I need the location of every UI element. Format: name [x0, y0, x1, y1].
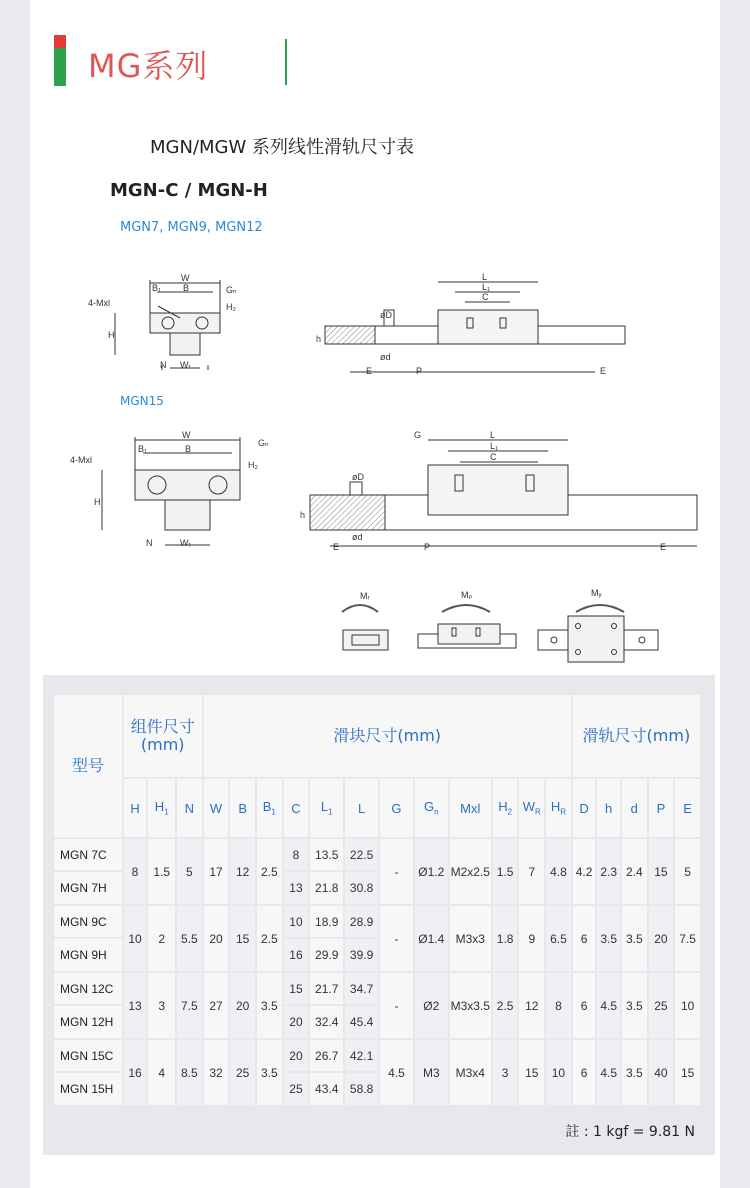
cell-d: 2.4 [622, 839, 649, 906]
cell-e: 15 [675, 1040, 702, 1107]
doc-title: MGN/MGW 系列线性滑轨尺寸表 [150, 137, 415, 158]
cell-b: 12 [230, 839, 257, 906]
dim-WR-2: Wᵣ [180, 538, 191, 548]
col-header-p: P [649, 779, 676, 839]
cell-l1: 13.5 [310, 839, 345, 872]
cell-e: 10 [675, 973, 702, 1040]
moment-diagram-mr [342, 605, 388, 650]
cell-p: 20 [649, 906, 676, 973]
cell-l: 22.5 [345, 839, 380, 872]
cell-d: 3.5 [622, 1040, 649, 1107]
cell-l1: 32.4 [310, 1006, 345, 1040]
cell-d: 6 [573, 906, 598, 973]
cell-l1: 43.4 [310, 1073, 345, 1107]
doc-subtitle: MGN-C / MGN-H [110, 180, 268, 201]
dim-H2-2: H₂ [248, 460, 258, 470]
col-header-g: G [380, 779, 415, 839]
cell-c: 10 [284, 906, 311, 939]
cell-e: 5 [675, 839, 702, 906]
cell-p: 40 [649, 1040, 676, 1107]
cell-gn: Ø1.4 [415, 906, 450, 973]
dim-N-2: N [146, 538, 153, 548]
dim-H2-1: H₂ [226, 302, 236, 312]
cell-hr: 4.8 [546, 839, 573, 906]
cell-mxl: M3x3 [450, 906, 493, 973]
cell-mxl: M2x2.5 [450, 839, 493, 906]
cell-hr: 6.5 [546, 906, 573, 973]
dim-L1-1: L₁ [482, 282, 491, 292]
col-header-gn: $G_n$ [415, 779, 450, 839]
dim-H-2: H [94, 497, 101, 507]
cell-n: 5.5 [177, 906, 204, 973]
col-header-b1: $B_1$ [257, 779, 284, 839]
cell-h: 4.5 [597, 1040, 622, 1107]
dim-B-1: B [183, 283, 190, 293]
model-cell: MGN 15H [54, 1073, 124, 1107]
cell-l: 42.1 [345, 1040, 380, 1073]
cell-l: 28.9 [345, 906, 380, 939]
cell-l: 34.7 [345, 973, 380, 1006]
dim-B1-1: B₁ [152, 283, 162, 293]
dim-W-2: W [182, 430, 191, 440]
header-rail: 滑轨尺寸(mm) [573, 695, 702, 779]
header-block: 滑块尺寸(mm) [204, 695, 573, 779]
dim-P-1: P [416, 366, 423, 376]
col-header-w: W [204, 779, 231, 839]
dim-Gn-1: Gₙ [226, 285, 237, 295]
technical-drawings [30, 0, 720, 675]
cell-b1: 2.5 [257, 839, 284, 906]
cell-h1: 2 [148, 906, 177, 973]
dim-L-1: L [482, 272, 488, 282]
cell-c: 15 [284, 973, 311, 1006]
cell-c: 25 [284, 1073, 311, 1107]
cell-h: 8 [124, 839, 149, 906]
cell-h: 10 [124, 906, 149, 973]
model-cell: MGN 15C [54, 1040, 124, 1073]
col-header-h2: $H_2$ [493, 779, 520, 839]
cell-wr: 12 [519, 973, 546, 1040]
cell-g: - [380, 906, 415, 973]
cell-e: 7.5 [675, 906, 702, 973]
dim-D-2: øD [352, 472, 364, 482]
model-cell: MGN 9C [54, 906, 124, 939]
spec-table-panel [43, 675, 715, 1155]
cell-p: 25 [649, 973, 676, 1040]
col-header-mxl: Mxl [450, 779, 493, 839]
dim-WR-1: Wᵣ [180, 360, 191, 370]
col-header-h: h [597, 779, 622, 839]
cell-h: 4.5 [597, 973, 622, 1040]
dim-L-2: L [490, 430, 496, 440]
dim-W-1: W [181, 273, 190, 283]
dim-d-2: ød [352, 532, 363, 542]
cell-l1: 21.7 [310, 973, 345, 1006]
col-header-c: C [284, 779, 311, 839]
dim-N-1: N [160, 360, 167, 370]
model-cell: MGN 12H [54, 1006, 124, 1040]
cell-b1: 3.5 [257, 973, 284, 1040]
cell-h1: 4 [148, 1040, 177, 1107]
dim-E-2a: E [333, 542, 340, 552]
moment-my-label: Mᵧ [591, 588, 602, 598]
dim-Gn-2: Gₙ [258, 438, 269, 448]
cell-b: 15 [230, 906, 257, 973]
dim-P-2: P [424, 542, 431, 552]
cell-c: 13 [284, 872, 311, 906]
model-cell: MGN 7C [54, 839, 124, 872]
col-header-l1: $L_1$ [310, 779, 345, 839]
table-row [54, 906, 702, 939]
header-assembly: 组件尺寸 (mm) [124, 695, 204, 779]
cell-gn: M3 [415, 1040, 450, 1107]
col-header-e: E [675, 779, 702, 839]
model-cell: MGN 9H [54, 939, 124, 973]
cell-h2: 3 [493, 1040, 520, 1107]
dim-Mxl-1: 4-Mxl [88, 298, 110, 308]
model-cell: MGN 7H [54, 872, 124, 906]
cell-h2: 1.5 [493, 839, 520, 906]
cell-mxl: M3x4 [450, 1040, 493, 1107]
col-header-d: d [622, 779, 649, 839]
table-row [54, 973, 702, 1006]
cell-b1: 3.5 [257, 1040, 284, 1107]
unit-note: 註 : 1 kgf = 9.81 N [565, 1124, 695, 1140]
dim-E-1a: E [366, 366, 373, 376]
cell-h1: 1.5 [148, 839, 177, 906]
dim-H-1: H [108, 330, 115, 340]
front-view-small [115, 280, 220, 370]
dim-h-1: h [316, 334, 322, 344]
cell-b: 20 [230, 973, 257, 1040]
cell-w: 17 [204, 839, 231, 906]
moment-diagram-my [538, 605, 658, 662]
col-header-wr: $W_R$ [519, 779, 546, 839]
cell-mxl: M3x3.5 [450, 973, 493, 1040]
col-header-n: N [177, 779, 204, 839]
cell-l: 58.8 [345, 1073, 380, 1107]
cell-d: 4.2 [573, 839, 598, 906]
cell-wr: 15 [519, 1040, 546, 1107]
table-row [54, 839, 702, 872]
dim-C-1: C [482, 292, 489, 302]
cell-n: 8.5 [177, 1040, 204, 1107]
cell-w: 32 [204, 1040, 231, 1107]
group2-label: MGN15 [120, 394, 164, 408]
cell-b: 25 [230, 1040, 257, 1107]
cell-g: - [380, 839, 415, 906]
cell-l1: 29.9 [310, 939, 345, 973]
cell-n: 5 [177, 839, 204, 906]
dim-B1-2: B₁ [138, 444, 148, 454]
table-row [54, 1040, 702, 1073]
cell-h1: 3 [148, 973, 177, 1040]
moment-diagram-mp [418, 605, 516, 648]
cell-wr: 7 [519, 839, 546, 906]
col-header-d: D [573, 779, 598, 839]
cell-c: 20 [284, 1006, 311, 1040]
cell-w: 27 [204, 973, 231, 1040]
dim-E-2b: E [660, 542, 667, 552]
cell-l1: 21.8 [310, 872, 345, 906]
cell-d: 3.5 [622, 973, 649, 1040]
cell-c: 16 [284, 939, 311, 973]
dim-G-2: G [414, 430, 422, 440]
cell-l1: 26.7 [310, 1040, 345, 1073]
cell-b1: 2.5 [257, 906, 284, 973]
cell-c: 8 [284, 839, 311, 872]
col-header-l: L [345, 779, 380, 839]
page [30, 0, 720, 1188]
cell-hr: 8 [546, 973, 573, 1040]
cell-c: 20 [284, 1040, 311, 1073]
cell-h2: 2.5 [493, 973, 520, 1040]
cell-gn: Ø1.2 [415, 839, 450, 906]
moment-mr-label: Mᵣ [360, 591, 370, 601]
cell-l: 39.9 [345, 939, 380, 973]
col-header-b: B [230, 779, 257, 839]
cell-l1: 18.9 [310, 906, 345, 939]
model-cell: MGN 12C [54, 973, 124, 1006]
cell-h: 2.3 [597, 839, 622, 906]
cell-d: 6 [573, 973, 598, 1040]
group1-label: MGN7, MGN9, MGN12 [120, 220, 263, 235]
cell-wr: 9 [519, 906, 546, 973]
spec-table [54, 695, 702, 1107]
dim-E-1b: E [600, 366, 607, 376]
cell-l: 30.8 [345, 872, 380, 906]
cell-h: 16 [124, 1040, 149, 1107]
dim-C-2: C [490, 452, 497, 462]
dim-B-2: B [185, 444, 192, 454]
cell-h: 3.5 [597, 906, 622, 973]
cell-w: 20 [204, 906, 231, 973]
cell-h2: 1.8 [493, 906, 520, 973]
dim-D-1: øD [380, 310, 392, 320]
dim-h-2: h [300, 510, 306, 520]
cell-l: 45.4 [345, 1006, 380, 1040]
cell-gn: Ø2 [415, 973, 450, 1040]
side-view-large [310, 440, 697, 546]
front-view-large [102, 437, 240, 545]
col-header-h: H [124, 779, 149, 839]
col-header-h1: $H_1$ [148, 779, 177, 839]
side-view-small [325, 282, 625, 372]
cell-hr: 10 [546, 1040, 573, 1107]
header-model: 型号 [54, 695, 124, 839]
section-title: MG系列 [88, 47, 209, 85]
cell-d: 6 [573, 1040, 598, 1107]
cell-n: 7.5 [177, 973, 204, 1040]
dim-L1-2: L₁ [490, 441, 499, 451]
cell-p: 15 [649, 839, 676, 906]
moment-mp-label: Mₚ [461, 590, 473, 600]
cell-g: - [380, 973, 415, 1040]
dim-d-1: ød [380, 352, 391, 362]
col-header-hr: $H_R$ [546, 779, 573, 839]
dim-Mxl-2: 4-Mxl [70, 455, 92, 465]
cell-d: 3.5 [622, 906, 649, 973]
cell-g: 4.5 [380, 1040, 415, 1107]
cell-h: 13 [124, 973, 149, 1040]
